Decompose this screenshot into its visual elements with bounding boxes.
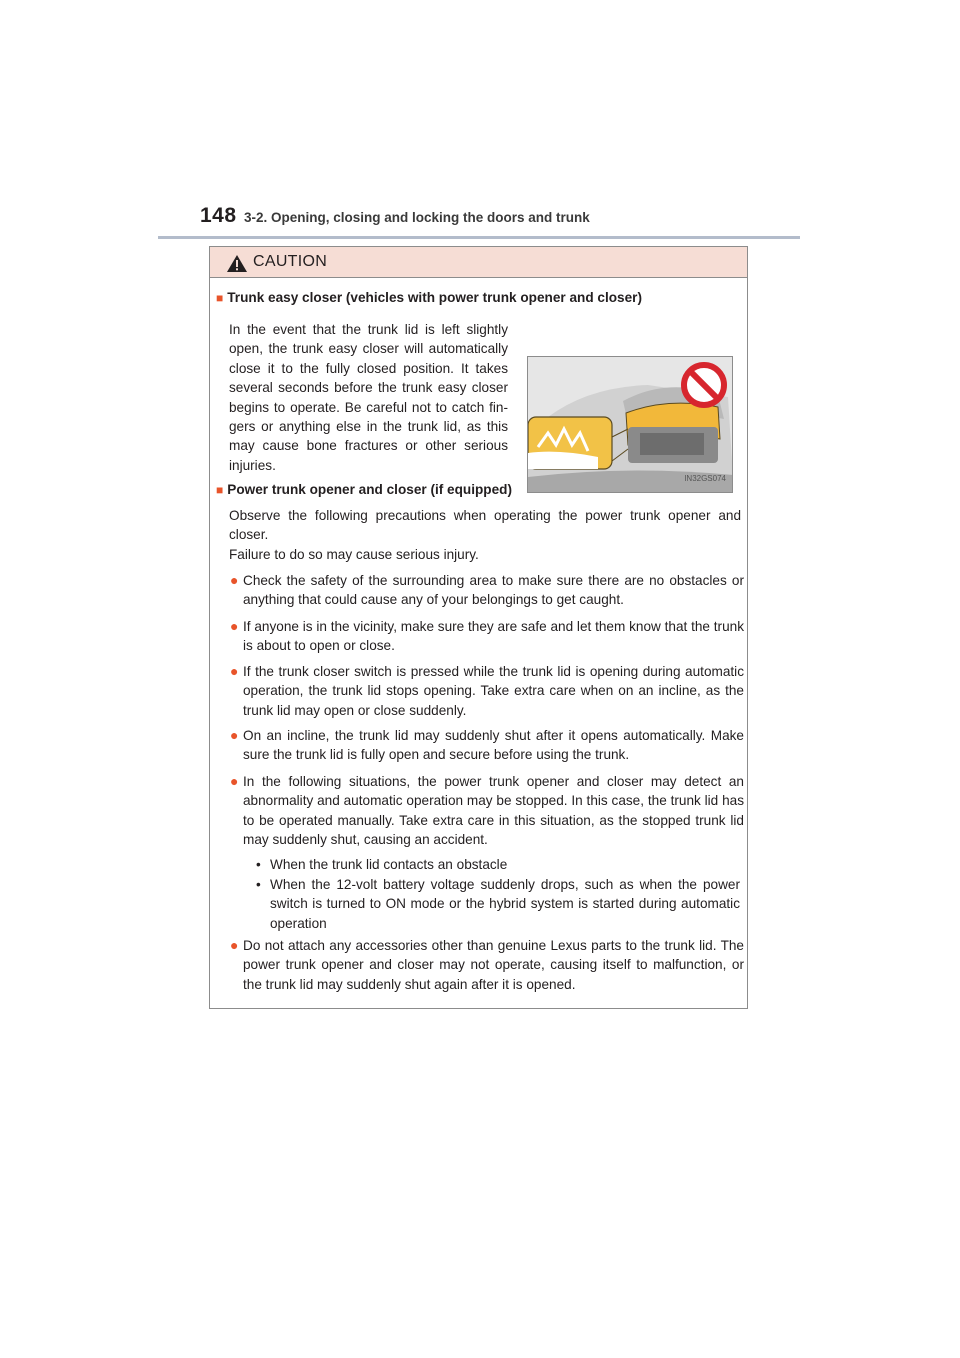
- list-item: [230, 571, 744, 610]
- list-item-text: Do not attach any accessories other than genuine Lexus parts to the trunk lid. The power trunk opener and closer may not operate, causing itself to malfunction, or the trunk lid may suddenly shut again after it is opened.: [243, 938, 744, 992]
- illustration-code: IN32GS074: [684, 473, 726, 483]
- subhead-trunk-easy-closer: [216, 288, 642, 308]
- list-item-text: Check the safety of the surrounding area to make sure there are no obstacles or anything that could cause any of your belongings to get caught.: [243, 573, 744, 608]
- list-item-text: If anyone is in the vicinity, make sure they are safe and let them know that the trunk is about to open or close.: [243, 619, 744, 654]
- trunk-illustration: [527, 356, 733, 493]
- bullet-dot-icon: ●: [230, 773, 239, 789]
- page-header: [158, 198, 800, 239]
- section-title: 3-2. Opening, closing and locking the doors and trunk: [244, 210, 590, 225]
- bullet-dot-icon: ●: [230, 572, 239, 588]
- subhead-text: Trunk easy closer (vehicles with power trunk opener and closer): [227, 290, 642, 305]
- page-number: 148: [200, 204, 237, 227]
- caution-box: [209, 246, 748, 1009]
- list-item: [230, 726, 744, 765]
- sub-list-item-text: When the 12-volt battery voltage suddenly drops, such as when the power switch is turned to ON mode or the hybrid system is started during automatic operation: [270, 877, 740, 931]
- subhead-text: Power trunk opener and closer (if equipped): [227, 482, 513, 497]
- sub-bullet-mark: •: [256, 857, 261, 872]
- caution-header: [210, 247, 747, 278]
- power-trunk-intro: [229, 506, 741, 564]
- bullet-dot-icon: ●: [230, 937, 239, 953]
- sub-list-item: [256, 855, 740, 874]
- list-item: [230, 617, 744, 656]
- sub-list-item: [256, 875, 740, 933]
- square-bullet-icon: ■: [216, 483, 224, 497]
- intro-line-2: Failure to do so may cause serious injury.: [229, 546, 479, 562]
- list-item-text: On an incline, the trunk lid may suddenly shut after it opens automatically. Make sure the trunk lid is fully open and secure before using the trunk.: [243, 728, 744, 763]
- easy-closer-body: In the event that the trunk lid is left slightly open, the trunk easy closer will automatically close it to the fully closed position. It takes several seconds before the trunk easy closer begins to operate. Be careful not to catch fin-gers or anything else in the trunk lid, as this may cause bone fractures or other serious injuries.: [229, 322, 508, 473]
- warning-triangle-icon: [227, 255, 247, 272]
- list-item: [230, 772, 744, 850]
- list-item: [230, 662, 744, 720]
- sub-list-item-text: When the trunk lid contacts an obstacle: [270, 857, 508, 872]
- bullet-dot-icon: ●: [230, 727, 239, 743]
- list-item: [230, 936, 744, 994]
- bullet-dot-icon: ●: [230, 663, 239, 679]
- subhead-power-trunk: [216, 480, 512, 500]
- intro-line-1: Observe the following precautions when operating the power trunk opener and closer.: [229, 508, 741, 543]
- bullet-dot-icon: ●: [230, 618, 239, 634]
- list-item-text: If the trunk closer switch is pressed while the trunk lid is opening during automatic operation, the trunk lid stops opening. Take extra care when on an incline, as the trunk lid may open or close suddenly.: [243, 664, 744, 718]
- list-item-text: In the following situations, the power trunk opener and closer may detect an abnormality and automatic operation may be stopped. In this case, the trunk lid has to be operated manually. Take extra care in this situation, as the stopped trunk lid may suddenly shut, causing an accident.: [243, 774, 744, 848]
- sub-bullet-mark: •: [256, 877, 261, 892]
- square-bullet-icon: ■: [216, 291, 224, 305]
- caution-label: CAUTION: [253, 253, 328, 270]
